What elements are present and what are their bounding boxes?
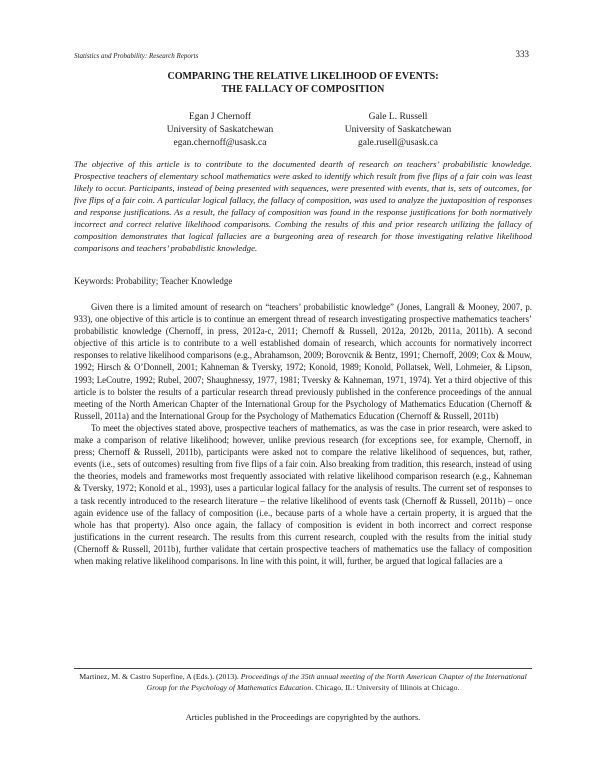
citation-prefix: Martinez, M. & Castro Superfine, A (Eds.). (2013). — [79, 672, 241, 681]
author-affiliation: University of Saskatchewan — [166, 125, 274, 135]
citation-suffix: . Chicago, IL: University of Illinois at Chicago. — [311, 682, 460, 692]
author-email: gale.rusell@usask.ca — [358, 138, 438, 148]
author-email: egan.chernoff@usask.ca — [173, 138, 267, 148]
copyright-notice: Articles published in the Proceedings are copyrighted by the authors. — [185, 712, 421, 722]
running-header: Statistics and Probability: Research Reports — [74, 52, 199, 60]
citation-proceedings-title: Proceedings of the 35th annual meeting of the North American Chapter of the International Group for the Psychology of Mathematics Education — [146, 672, 527, 692]
paper-title — [74, 70, 532, 96]
footer-citation — [74, 672, 532, 693]
footer-divider — [74, 668, 532, 669]
author-block-1 — [140, 111, 300, 150]
body-paragraph-2: To meet the objectives stated above, prospective teachers of mathematics, as was the case in prior research, were asked to make a comparison of relative likelihood; however, unlike previous research (for exceptions see, for example, Chernoff, in press; Chernoff & Russell, 2011b), participants were asked not to compare the relative likelihood of sequences, but, rather, events (i.e., sets of outcomes) resulting from five flips of a fair coin. Also breaking from tradition, this research, instead of using the theories, models and frameworks most frequently associated with relative likelihood comparison research (e.g., Kahneman & Tversky, 1972; Konold et al., 1993), uses a particular logical fallacy for the analysis of results. The current set of responses to a task recently introduced to the research literature – the relative likelihood of events task (Chernoff & Russell, 2011b) – once again evidence use of the fallacy of composition (i.e., because parts of a whole have a certain property, it is argued that the whole has that property). Also once again, the fallacy of composition is evident in both incorrect and correct response justifications in the current research. The results from this current research, coupled with the results from the initial study (Chernoff & Russell, 2011b), further validate that certain prospective teachers of mathematics use the fallacy of composition when making relative likelihood comparisons. In line with this point, it will, further, be argued that logical fallacies are a — [74, 422, 532, 566]
body-text — [74, 301, 532, 567]
title-line-1: COMPARING THE RELATIVE LIKELIHOOD OF EVENTS: — [167, 71, 439, 82]
author-name: Egan J Chernoff — [188, 112, 252, 122]
page-number: 333 — [515, 49, 529, 59]
author-name: Gale L. Russell — [368, 112, 428, 122]
abstract: The objective of this article is to contribute to the documented dearth of research on teachers’ probabilistic knowledge. Prospective teachers of elementary school mathematics were asked to identify which result from five flips of a fair coin was least likely to occur. Participants, instead of being presented with sequences, were presented with events, that is, sets of outcomes, for five flips of a fair coin. A particular logical fallacy, the fallacy of composition, was used to analyze the juxtaposition of responses and response justifications. As a result, the fallacy of composition was found in the response justifications for both normatively incorrect and correct relative likelihood comparisons. Combing the results of this and prior research utilizing the fallacy of composition demonstrates that logical fallacies are a burgeoning area of research for those investigating relative likelihood comparisons and teachers’ probabilistic knowledge. — [74, 159, 532, 254]
author-block-2 — [318, 111, 478, 150]
title-line-2: THE FALLACY OF COMPOSITION — [221, 84, 385, 95]
author-affiliation: University of Saskatchewan — [344, 125, 452, 135]
body-paragraph-1: Given there is a limited amount of research on “teachers’ probabilistic knowledge” (Jones, Langrall & Mooney, 2007, p. 933), one objective of this article is to continue an emergent thread of research investigating prospective mathematics teachers’ probabilistic knowledge (Chernoff, in press, 2012a-c, 2011; Chernoff & Russell, 2012a, 2012b, 2011a, 2011b). A second objective of this article is to contribute to a well established domain of research, which accounts for normatively incorrect responses to relative likelihood comparisons (e.g., Abrahamson, 2009; Borovcnik & Bentz, 1991; Chernoff, 2009; Cox & Mouw, 1992; Hirsch & O’Donnell, 2001; Kahneman & Tversky, 1972; Konold, 1989; Konold, Pollatsek, Well, Lohmeier, & Lipson, 1993; LeCoutre, 1992; Rubel, 2007; Shaughnessy, 1977, 1981; Tversky & Kahneman, 1971, 1974). Yet a third objective of this article is to bolster the results of a particular research thread previously published in the conference proceedings of the annual meeting of the North American Chapter of the International Group for the Psychology of Mathematics Education (Chernoff & Russell, 2011a) and the International Group for the Psychology of Mathematics Education (Chernoff & Russell, 2011b) — [74, 302, 532, 421]
keywords: Keywords: Probability; Teacher Knowledge — [74, 276, 233, 286]
